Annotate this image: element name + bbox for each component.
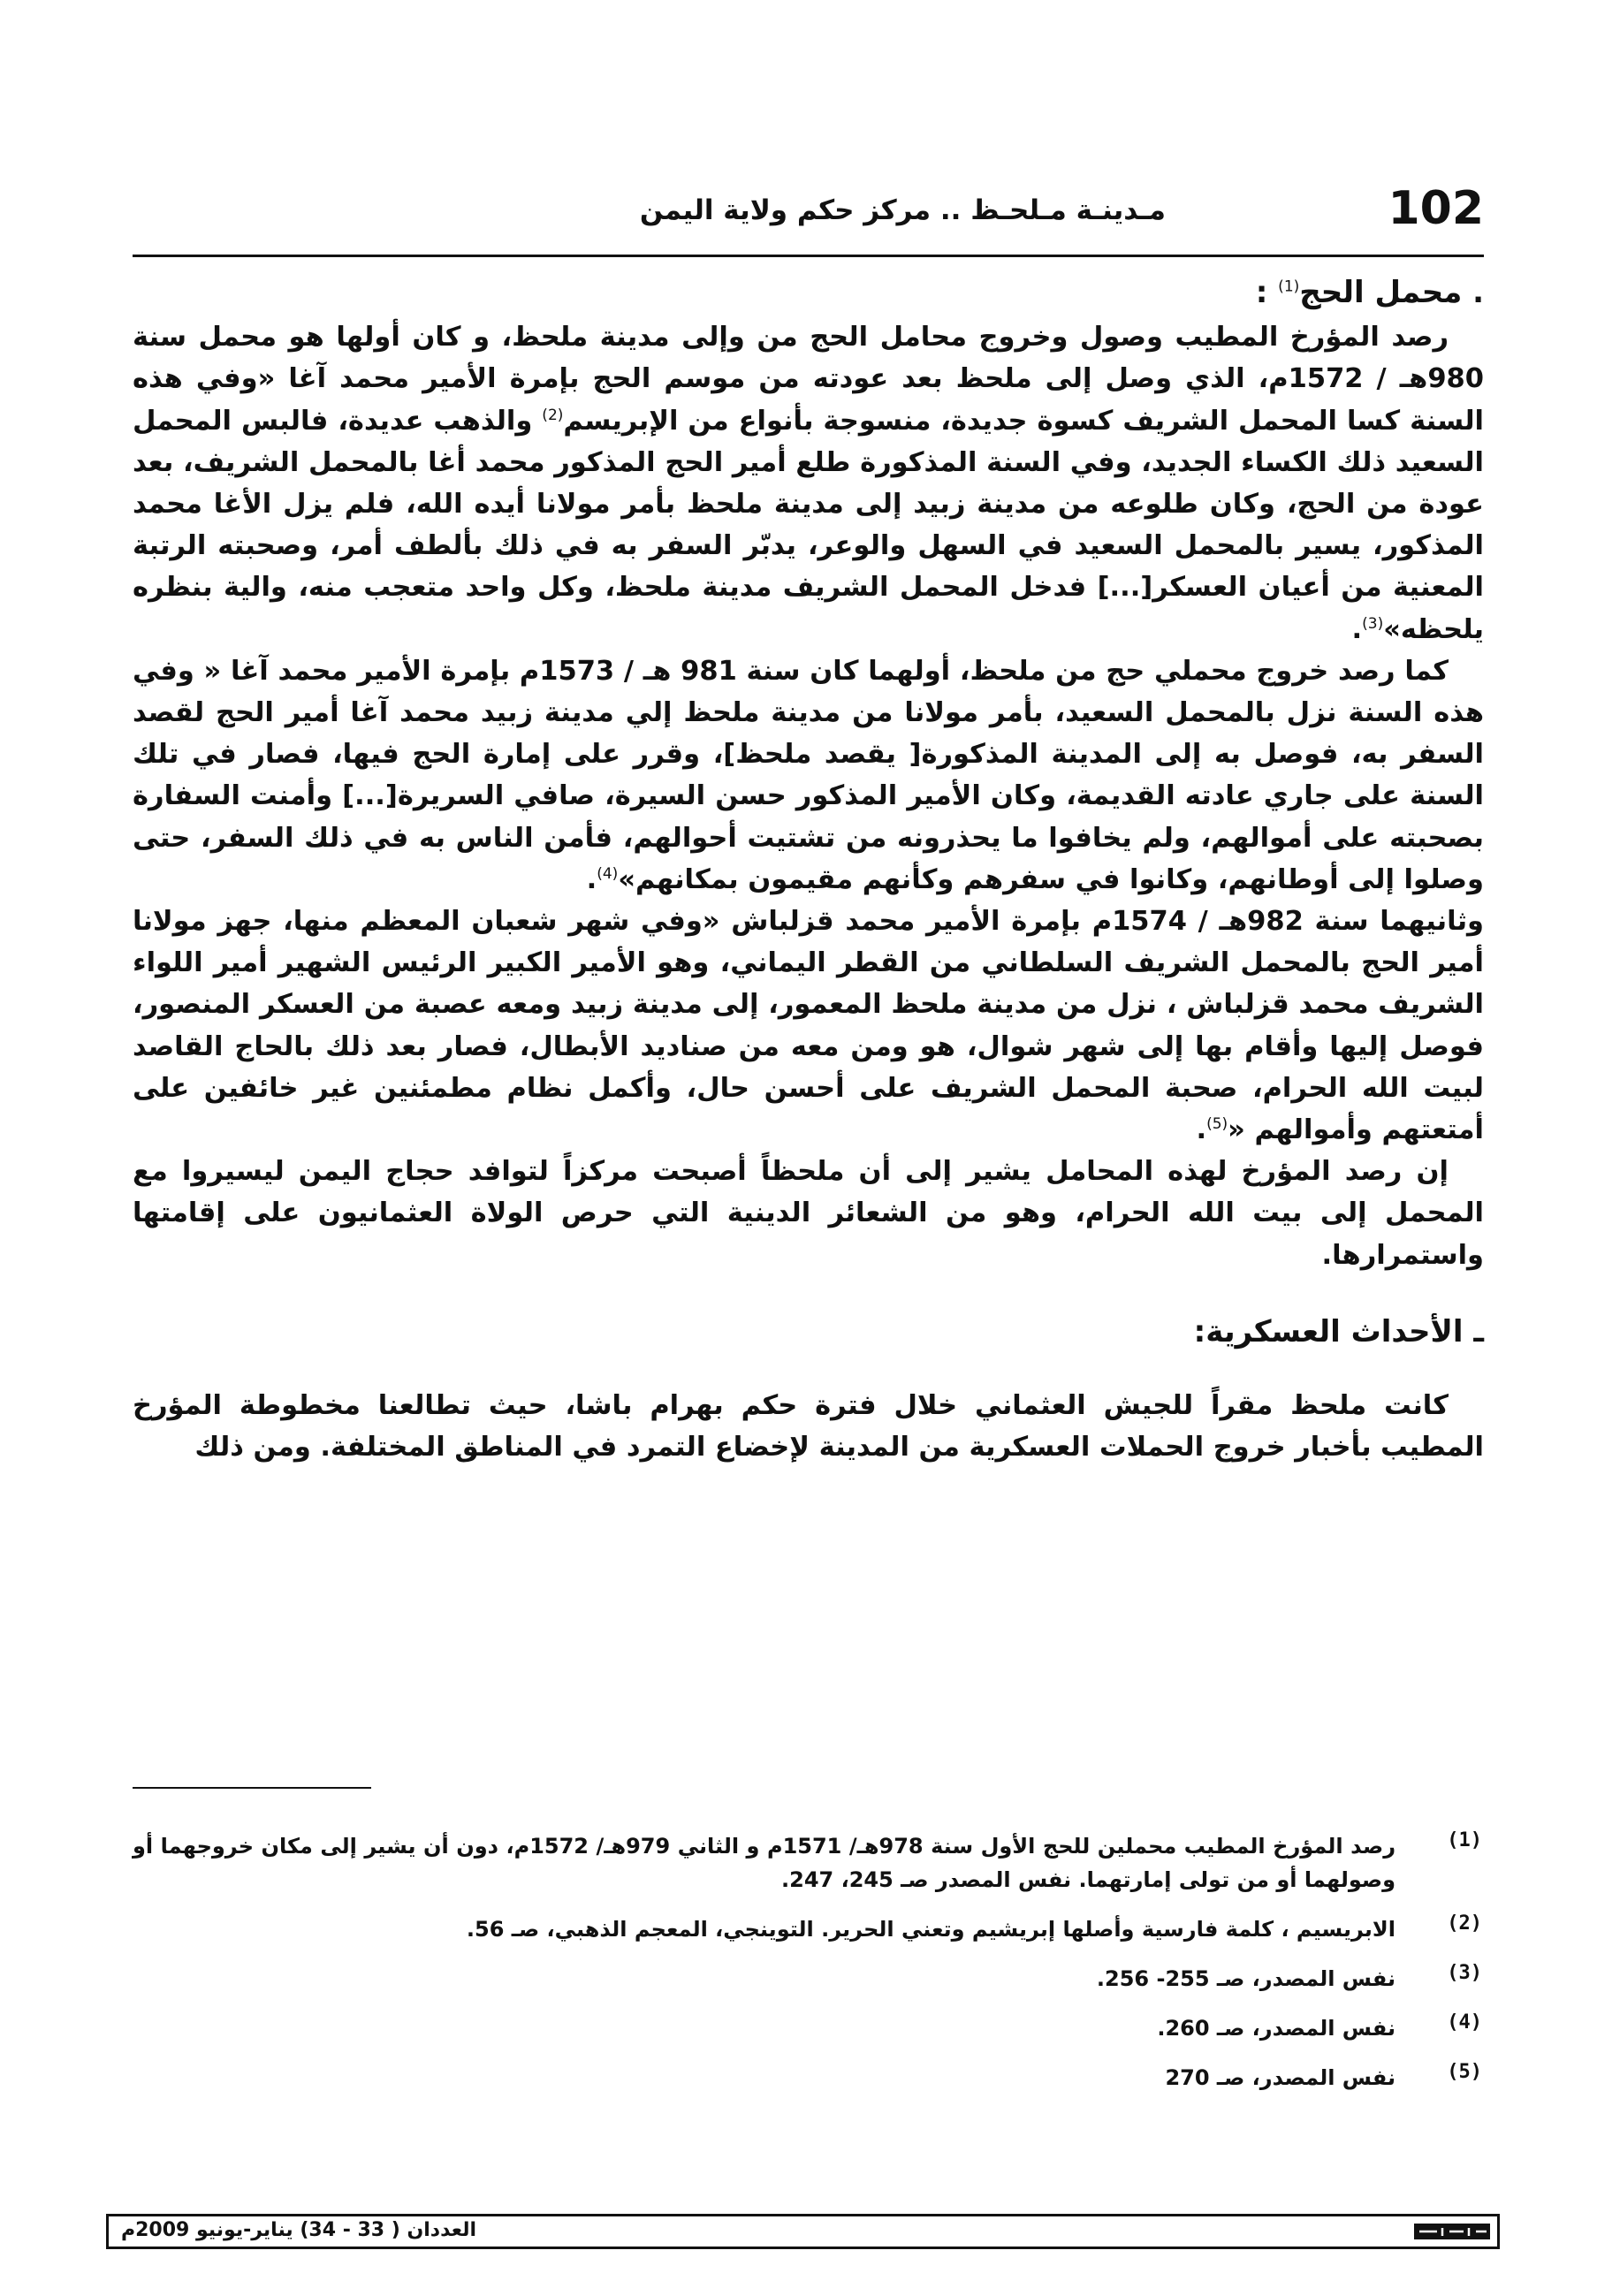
page-footer <box>106 2214 1500 2249</box>
paragraph: كما رصد خروج محملي حج من ملحظ، أولهما كان سنة 981 هـ / 1573م بإمرة الأمير محمد آغا « وفي هذه السنة نزل بالمحمل السعيد، بأمر مولانا من مدينة ملحظ إلي مدينة زبيد محمد آغا أمير الحج لقصد السفر به، فوصل به إلى المدينة المذكورة[ يقصد ملحظ]، وقرر على إمارة الحج فيها، فصار في تلك السنة على جاري عادته القديمة، وكان الأمير المذكور حسن السيرة، صافي السريرة[...] وأمنت السفارة بصحبته على أموالهم، ولم يخافوا ما يحذرونه من تشتيت أحوالهم، فأمن الناس به في ذلك السفر، حتى وصلوا إلى أوطانهم، وكانوا في سفرهم وكأنهم مقيمون بمكانهم»$^{(4)}$. <box>133 655 1484 895</box>
footnote-number: (2) <box>1447 1912 1482 1935</box>
footnote-text: رصد المؤرخ المطيب محملين للحج الأول سنة 978هـ/ 1571م و الثاني 979هـ/ 1572م، دون أن يشير إلى مكان خروجهما أو وصولهما أو من تولى إمارتهما. نفس المصدر صـ 245، 247. <box>133 1834 1396 1892</box>
paragraph <box>133 1151 1484 1276</box>
footnotes <box>133 1829 1484 2095</box>
heading-colon: : <box>1255 275 1279 310</box>
footnote-ref[interactable]: (2) <box>542 406 564 424</box>
paragraph <box>133 1385 1484 1468</box>
footnote <box>133 2011 1484 2045</box>
footnote-number: (1) <box>1447 1829 1482 1851</box>
heading-text: . محمل الحج <box>1299 275 1484 310</box>
paragraph: وثانيهما سنة 982هـ / 1574م بإمرة الأمير محمد قزلباش «وفي شهر شعبان المعظم منها، جهز مولانا أمير الحج بالمحمل الشريف السلطاني من القطر اليماني، وهو الأمير الكبير الرئيس الشهير أمير اللواء الشريف محمد قزلباش ، نزل من مدينة ملحظ المعمور، إلى مدينة زبيد ومعه عصبة من العسكر المنصور، فوصل إليها وأقام بها إلى شهر شوال، هو ومن معه من صناديد الأبطال، فصار بعد ذلك بالحاج القاصد لبيت الله الحرام، صحبة المحمل الشريف على أحسن حال، وأكمل نظام مطمئنين غير خائفين على أمتعتهم وأموالهم «$^{(5)}$. <box>133 906 1484 1146</box>
section-heading-hajj-mahmal <box>133 272 1484 314</box>
footnote <box>133 1962 1484 1996</box>
footnote-text: نفس المصدر، صـ 270 <box>1165 2065 1395 2090</box>
page-number: 102 <box>1388 182 1484 235</box>
paragraph-text: رصد المؤرخ المطيب وصول وخروج محامل الحج من وإلى مدينة ملحظ، و كان أولها هو محمل سنة 980هـ / 1572م، الذي وصل إلى ملحظ بعد عودته من موسم الحج بإمرة الأمير محمد آغا «وفي هذه السنة كسا المحمل الشريف كسوة جديدة، منسوجة بأنواع من الإبريسم <box>133 322 1485 437</box>
footnote-text: نفس المصدر، صـ 255- 256. <box>1096 1966 1395 1991</box>
paragraph-text: كانت ملحظ مقراً للجيش العثماني خلال فترة حكم بهرام باشا، حيث تطالعنا مخطوطة المؤرخ المطيب بأخبار خروج الحملات العسكرية من المدينة لإخضاع التمرد في المناطق المختلفة. ومن ذلك <box>133 1390 1484 1464</box>
footnote <box>133 2061 1484 2095</box>
footnote-text: نفس المصدر، صـ 260. <box>1157 2016 1395 2041</box>
paragraph: رصد المؤرخ المطيب وصول وخروج محامل الحج من وإلى مدينة ملحظ، و كان أولها هو محمل سنة 980هـ / 1572م، الذي وصل إلى ملحظ بعد عودته من موسم الحج بإمرة الأمير محمد آغا «وفي هذه السنة كسا المحمل الشريف كسوة جديدة، منسوجة بأنواع من الإبريسم$^{(2)}$ والذهب عديدة، فالبس المحمل السعيد ذلك الكساء الجديد، وفي السنة المذكورة طلع أمير الحج المذكور محمد أغا بالمحمل الشريف، بعد عودة من الحج، وكان طلوعه من مدينة زبيد إلى مدينة ملحظ بأمر مولانا أيده الله، فلم يزل الأغا محمد المذكور، يسير بالمحمل السعيد في السهل والوعر، يدبّر السفر به في ذلك بألطف أمر، وصحبته الرتبة المعنية من أعيان العسكر[...] فدخل المحمل الشريف مدينة ملحظ، وكل واحد متعجب منه، والية بنظره يلحظه»$^{(3)}$. <box>133 322 1485 645</box>
page-header <box>133 177 1484 257</box>
footnote-divider <box>133 1787 371 1789</box>
footnote-ref[interactable]: (3) <box>1362 614 1384 633</box>
footnote-number: (5) <box>1447 2061 1482 2083</box>
footnote-number: (4) <box>1447 2011 1482 2034</box>
footnote <box>133 1829 1484 1897</box>
footnote-ref[interactable]: (1) <box>1278 277 1300 296</box>
journal-logo-icon <box>1412 2220 1492 2243</box>
paragraph-text: والذهب عديدة، فالبس المحمل السعيد ذلك الكساء الجديد، وفي السنة المذكورة طلع أمير الحج المذكور محمد أغا بالمحمل الشريف، بعد عودة من الحج، وكان طلوعه من مدينة زبيد إلى مدينة ملحظ بأمر مولانا أيده الله، فلم يزل الأغا محمد المذكور، يسير بالمحمل السعيد في السهل والوعر، يدبّر السفر به في ذلك بألطف أمر، وصحبته الرتبة المعنية من أعيان العسكر[...] فدخل المحمل الشريف مدينة ملحظ، وكل واحد متعجب منه، والية بنظره يلحظه» <box>133 405 1484 645</box>
article-body <box>133 272 1484 1468</box>
paragraph-text: وثانيهما سنة 982هـ / 1574م بإمرة الأمير محمد قزلباش «وفي شهر شعبان المعظم منها، جهز مولانا أمير الحج بالمحمل الشريف السلطاني من القطر اليماني، وهو الأمير الكبير الرئيس الشهير أمير اللواء الشريف محمد قزلباش ، نزل من مدينة ملحظ المعمور، إلى مدينة زبيد ومعه عصبة من العسكر المنصور، فوصل إليها وأقام بها إلى شهر شوال، هو ومن معه من صناديد الأبطال، فصار بعد ذلك بالحاج القاصد لبيت الله الحرام، صحبة المحمل الشريف على أحسن حال، وأكمل نظام مطمئنين غير خائفين على أمتعتهم وأموالهم « <box>133 906 1484 1146</box>
issue-info: العددان ( 33 - 34) يناير-يونيو 2009م <box>121 2219 477 2241</box>
footnote <box>133 1912 1484 1946</box>
paragraph-text: كما رصد خروج محملي حج من ملحظ، أولهما كان سنة 981 هـ / 1573م بإمرة الأمير محمد آغا « وفي هذه السنة نزل بالمحمل السعيد، بأمر مولانا من مدينة ملحظ إلي مدينة زبيد محمد آغا أمير الحج لقصد السفر به، فوصل به إلى المدينة المذكورة[ يقصد ملحظ]، وقرر على إمارة الحج فيها، فصار في تلك السنة على جاري عادته القديمة، وكان الأمير المذكور حسن السيرة، صافي السريرة[...] وأمنت السفارة بصحبته على أموالهم، ولم يخافوا ما يحذرونه من تشتيت أحوالهم، فأمن الناس به في ذلك السفر، حتى وصلوا إلى أوطانهم، وكانوا في سفرهم وكأنهم مقيمون بمكانهم» <box>133 655 1484 895</box>
footnote-text: الابريسيم ، كلمة فارسية وأصلها إبريشيم وتعني الحرير. التوينجي، المعجم الذهبي، صـ 56. <box>466 1917 1395 1942</box>
paragraph-text: إن رصد المؤرخ لهذه المحامل يشير إلى أن ملحظاً أصبحت مركزاً لتوافد حجاج اليمن ليسيروا مع المحمل إلى بيت الله الحرام، وهو من الشعائر الدينية التي حرص الولاة العثمانيون على إقامتها واستمرارها. <box>133 1156 1484 1271</box>
footnote-ref[interactable]: (4) <box>597 864 619 883</box>
running-title: مـدينـة مـلحـظ .. مركز حكم ولاية اليمن <box>639 194 1166 226</box>
footnote-ref[interactable]: (5) <box>1206 1114 1228 1133</box>
section-heading-military-events: ـ الأحداث العسكرية: <box>1193 1313 1484 1349</box>
footnote-number: (3) <box>1447 1962 1482 1984</box>
